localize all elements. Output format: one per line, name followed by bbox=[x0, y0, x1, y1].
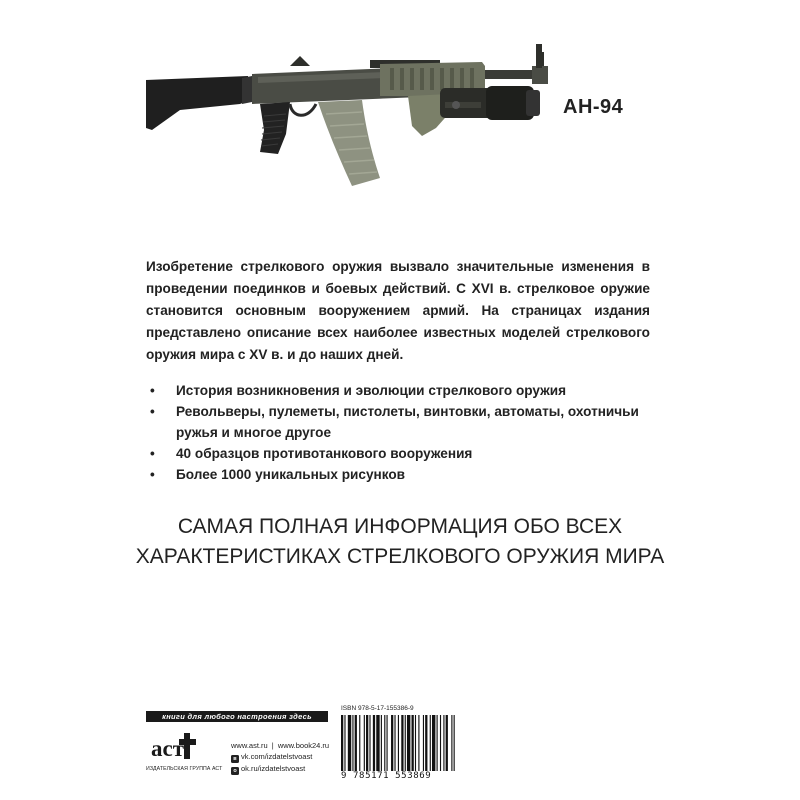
vk-row bbox=[231, 751, 329, 763]
barcode-icon bbox=[341, 715, 457, 771]
tagline: книги для любого настроения здесь bbox=[162, 712, 312, 721]
isbn: ISBN 978-5-17-155386-9 bbox=[341, 705, 414, 712]
headline bbox=[100, 512, 700, 572]
model-label: АН-94 bbox=[563, 96, 624, 118]
rifle-stock bbox=[146, 76, 250, 130]
contacts bbox=[231, 740, 329, 775]
feature-item: • 40 образцов противотанкового вооружения bbox=[146, 443, 650, 464]
publisher-name: ИЗДАТЕЛЬСКАЯ ГРУППА АСТ bbox=[146, 766, 223, 772]
barcode-block bbox=[339, 705, 459, 785]
barcode-digits: 9 785171 553869 bbox=[341, 771, 432, 781]
ok-row bbox=[231, 763, 329, 775]
description-paragraph: Изобретение стрелкового оружия вызвало значительные изменения в проведении поединков и боевых действий. С XVI в. стрелковое оружие становится основным вооружением армий. На страницах издания представлено описание всех наиболее известных моделей стрелкового оружия мира с XV в. и до наших дней. bbox=[146, 258, 650, 362]
tagline-bar bbox=[146, 711, 328, 722]
ok-icon: o bbox=[231, 767, 239, 775]
ok-link[interactable]: ok.ru/izdatelstvoast bbox=[241, 764, 306, 773]
website-ast-link[interactable]: www.ast.ru bbox=[231, 741, 268, 750]
feature-item: • Более 1000 уникальных рисунков bbox=[146, 464, 650, 485]
website-book24-link[interactable]: www.book24.ru bbox=[277, 741, 330, 750]
headline-line-2: ХАРАКТЕРИСТИКАХ СТРЕЛКОВОГО ОРУЖИЯ МИРА bbox=[135, 545, 665, 568]
feature-item: • Револьверы, пулеметы, пистолеты, винтовки, автоматы, охотничьи ружья и многое другое bbox=[146, 401, 650, 443]
headline-line-1: САМАЯ ПОЛНАЯ ИНФОРМАЦИЯ ОБО ВСЕХ bbox=[177, 515, 623, 538]
website-separator: | bbox=[271, 741, 274, 750]
publisher-logo bbox=[146, 729, 223, 779]
feature-list bbox=[146, 380, 650, 485]
feature-item: • История возникновения и эволюции стрелкового оружия bbox=[146, 380, 650, 401]
ast-logo-icon bbox=[150, 729, 196, 763]
vk-link[interactable]: vk.com/izdatelstvoast bbox=[241, 752, 313, 761]
rifle-illustration bbox=[140, 30, 550, 190]
websites-row bbox=[231, 740, 329, 751]
logo-text: аст bbox=[151, 736, 185, 761]
vk-icon: в bbox=[231, 755, 239, 763]
